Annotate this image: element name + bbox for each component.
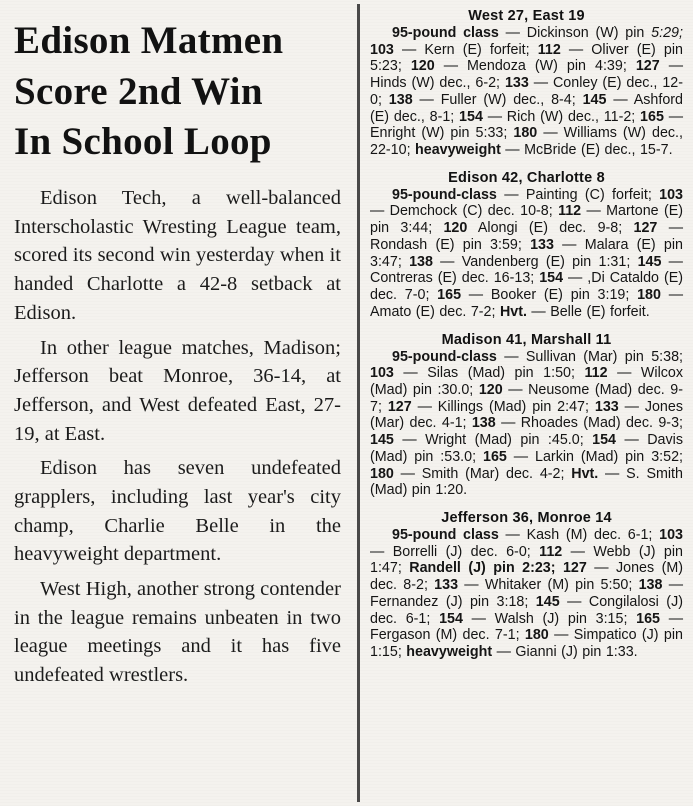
results-column [360, 0, 693, 806]
match-summary: 95-pound class — Dickinson (W) pin 5:29; 103 — Kern (E) forfeit; 112 — Oliver (E) pin 5:23; 120 — Mendoza (W) pin 4:39; 127 — Hinds (W) dec., 6-2; 133 — Conley (E) dec., 12-0; 138 — Fuller (W) dec., 8-4; 145 — Ashford (E) dec., 8-1; 154 — Rich (W) dec., 11-2; 165 — Enright (W) pin 5:33; 180 — Williams (W) dec., 22-10; heavyweight — McBride (E) dec., 15-7. [370, 25, 683, 159]
article-paragraph: In other league matches, Madison; Jefferson beat Monroe, 36-14, at Jefferson, and West defeated East, 27-19, at East. [14, 336, 341, 445]
page-title [14, 16, 341, 168]
headline-line-3: In School Loop [14, 120, 272, 164]
match-result-block [370, 8, 683, 159]
match-title: Madison 41, Marshall 11 [441, 331, 612, 348]
headline-line-2: Score 2nd Win [14, 69, 263, 113]
match-summary: 95-pound-class — Sullivan (Mar) pin 5:38; 103 — Silas (Mad) pin 1:50; 112 — Wilcox (Mad) pin :30.0; 120 — Neusome (Mad) dec. 9-7; 127 — Killings (Mad) pin 2:47; 133 — Jones (Mar) dec. 4-1; 138 — Rhoades (Mad) dec. 9-3; 145 — Wright (Mad) pin :45.0; 154 — Davis (Mad) pin :53.0; 165 — Larkin (Mad) pin 3:52; 180 — Smith (Mar) dec. 4-2; Hvt. — S. Smith (Mad) pin 1:20. [370, 348, 683, 499]
headline-line-1: Edison Matmen [14, 19, 284, 62]
match-summary: 95-pound-class — Painting (C) forfeit; 103 — Demchock (C) dec. 10-8; 112 — Martone (E) pin 3:44; 120 Alongi (E) dec. 9-8; 127 — Rondash (E) pin 3:59; 133 — Malara (E) pin 3:47; 138 — Vandenberg (E) pin 1:31; 145 — Contreras (E) dec. 16-13; 154 — ,Di Cataldo (E) dec. 7-0; 165 — Booker (E) pin 3:19; 180 — Amato (E) dec. 7-2; Hvt. — Belle (E) forfeit. [370, 186, 684, 320]
match-result-block [370, 510, 683, 661]
match-summary: 95-pound class — Kash (M) dec. 6-1; 103 — Borrelli (J) dec. 6-0; 112 — Webb (J) pin 1:47; Randell (J) pin 2:23; 127 — Jones (M) dec. 8-2; 133 — Whitaker (M) pin 5:50; 138 — Fernandez (J) pin 3:18; 145 — Congilalosi (J) dec. 6-1; 154 — Walsh (J) pin 3:15; 165 — Fergason (M) dec. 7-1; 180 — Simpatico (J) pin 1:15; heavyweight — Gianni (J) pin 1:33. [370, 526, 684, 660]
match-result-block [370, 170, 683, 321]
article-paragraph: Edison has seven undefeated grapplers, including last year's city champ, Charlie Belle in the heavyweight department. [14, 457, 341, 566]
article-paragraph: West High, another strong contender in the league remains unbeaten in two league meetings and it has five undefeated wrestlers. [14, 578, 341, 687]
match-result-block [370, 332, 683, 499]
match-title: Jefferson 36, Monroe 14 [441, 509, 612, 526]
match-title: West 27, East 19 [468, 8, 585, 24]
article-paragraph: Edison Tech, a well-balanced Interscholastic Wresting League team, scored its second win yesterday when it handed Charlotte a 42-8 setback at Edison. [14, 187, 341, 324]
match-title: Edison 42, Charlotte 8 [448, 169, 605, 186]
